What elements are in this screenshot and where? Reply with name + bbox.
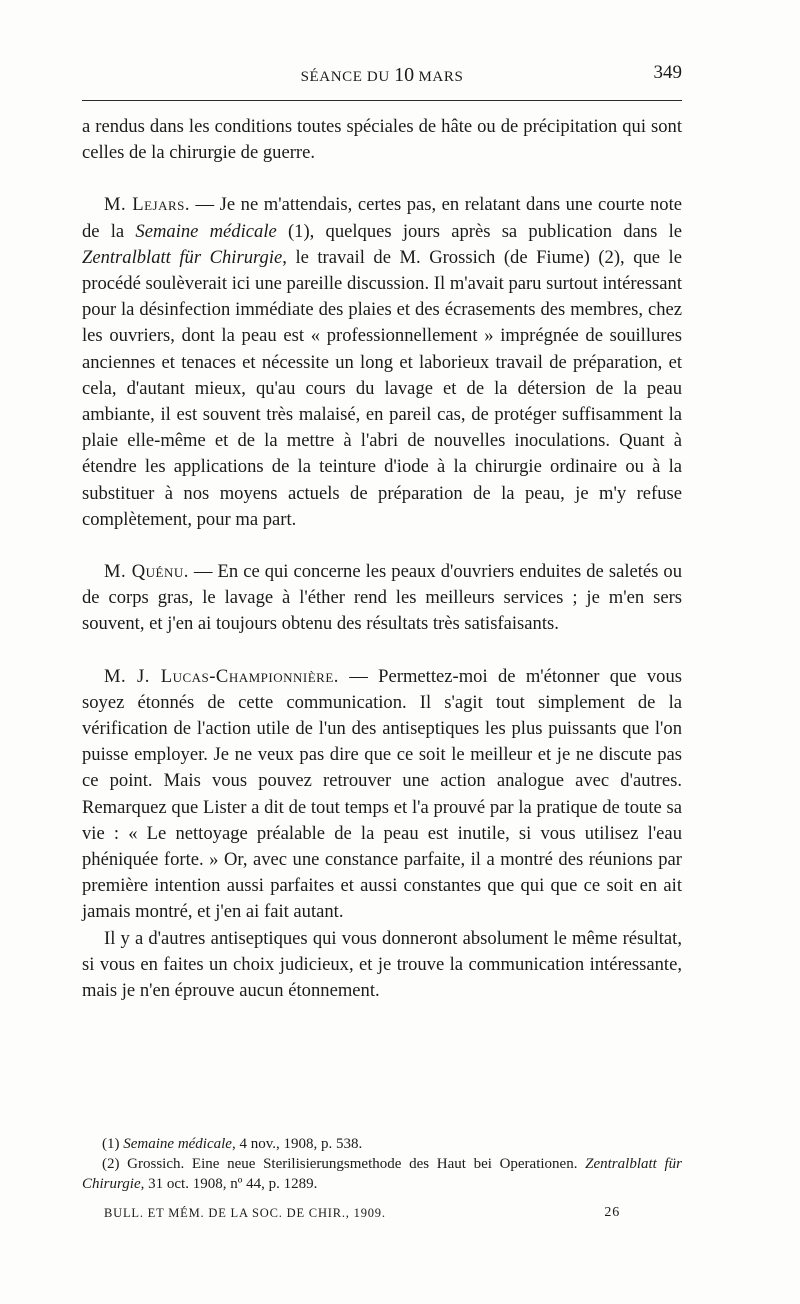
- footnotes: [82, 1134, 682, 1194]
- journal-title: Semaine médicale: [135, 220, 277, 242]
- page: [82, 0, 682, 1304]
- footnote-marker: (2): [102, 1156, 128, 1172]
- speaker-lucas-championniere: M. J. Lucas-Championnière.: [104, 665, 339, 687]
- text-run: — En ce qui concerne les peaux d'ouvriers enduites de saletés ou de corps gras, le lavage à l'éther rend les meilleurs services ; je m'en sers souvent, et j'en ai toujours obtenu des résultats très satisfaisants.: [82, 561, 683, 635]
- running-title-month: MARS: [418, 69, 464, 85]
- footnote-2: [82, 1154, 682, 1194]
- footnote-journal: Zentralblatt für Chirurgie: [82, 1156, 682, 1192]
- text-run: — Je ne m'attendais, certes pas, en relatant dans une courte note de la: [82, 194, 682, 242]
- speaker-quenu: M. Quénu.: [104, 561, 189, 583]
- footer-bulletin: BULL. ET MÉM. DE LA SOC. DE CHIR., 1909.: [104, 1206, 386, 1220]
- footnote-journal: Semaine médicale: [123, 1136, 232, 1152]
- signature-number: 26: [604, 1205, 620, 1220]
- running-title: [82, 64, 682, 87]
- text-run: , le travail de M. Grossich (de Fiume) (2), que le procédé soulèverait ici une pareille discussion. Il m'avait paru surtout intéressant pour la désinfection immédiate des plaies et des écrasements des membres, chez les ouvriers, dont la peau est « professionnellement » imprégnée de souillures anciennes et tenaces et nécessite un long et laborieux travail de préparation, et cela, d'autant mieux, qu'au cours du lavage et de la détersion de la peau ambiante, il est souvent très malaisé, en pareil cas, de protéger suffisamment la plaie elle-même et de la mettre à l'abri de nouvelles inoculations. Quant à étendre les applications de la teinture d'iode à la chirurgie ordinaire ou à la substituer à nos moyens actuels de préparation de la peau, je m'y refuse complètement, pour ma part.: [82, 246, 682, 530]
- footnote-text: , 31 oct. 1908, nº 44, p. 1289.: [140, 1176, 318, 1192]
- page-footer: [104, 1206, 682, 1226]
- text-run: — Permettez-moi de m'étonner que vous soyez étonnés de cette communication. Il s'agit tout simplement de la vérification de l'action utile de l'un des antiseptiques les plus puissants que l'on puisse employer. Je ne veux pas dire que ce soit le meilleur et je ne discute pas ce point. Mais vous pouvez retrouver une action analogue avec d'autres. Remarquez que Lister a dit de tout temps et l'a prouvé par la pratique de toute sa vie : « Le nettoyage préalable de la peau est inutile, si vous utilisez l'eau phéniquée forte. » Or, avec une constance parfaite, il a montré des réunions par première intention aussi parfaites et aussi constantes que qui que ce soit en ait jamais montré, et j'en ai fait autant.: [82, 665, 682, 923]
- running-header: [82, 60, 682, 84]
- paragraph-lucas-championniere: [82, 664, 682, 926]
- paragraph-closing: Il y a d'autres antiseptiques qui vous donneront absolument le même résultat, si vous en faites un choix judicieux, et je trouve la communication intéressante, mais je n'en éprouve aucun étonnement.: [82, 927, 682, 1002]
- journal-title: Zentralblatt für Chirurgie: [82, 246, 283, 268]
- running-title-left: SÉANCE DU: [300, 69, 390, 85]
- speaker-lejars: M. Lejars.: [104, 194, 191, 216]
- footnote-marker: (1): [102, 1136, 124, 1152]
- footnote-1: [82, 1134, 682, 1154]
- main-text: [82, 114, 682, 1004]
- paragraph-quenu: [82, 559, 682, 638]
- page-number: 349: [653, 62, 682, 83]
- header-rule: [82, 100, 682, 101]
- footnote-text: Grossich. Eine neue Sterilisierungsmethode des Haut bei Operationen.: [127, 1156, 586, 1172]
- running-title-date: 10: [394, 64, 415, 86]
- paragraph-continuation: a rendus dans les conditions toutes spéciales de hâte ou de précipitation qui sont celles de la chirurgie de guerre.: [82, 116, 682, 164]
- paragraph-lejars: [82, 192, 682, 533]
- text-run: (1), quelques jours après sa publication dans le: [276, 220, 682, 242]
- footnote-text: , 4 nov., 1908, p. 538.: [231, 1136, 363, 1152]
